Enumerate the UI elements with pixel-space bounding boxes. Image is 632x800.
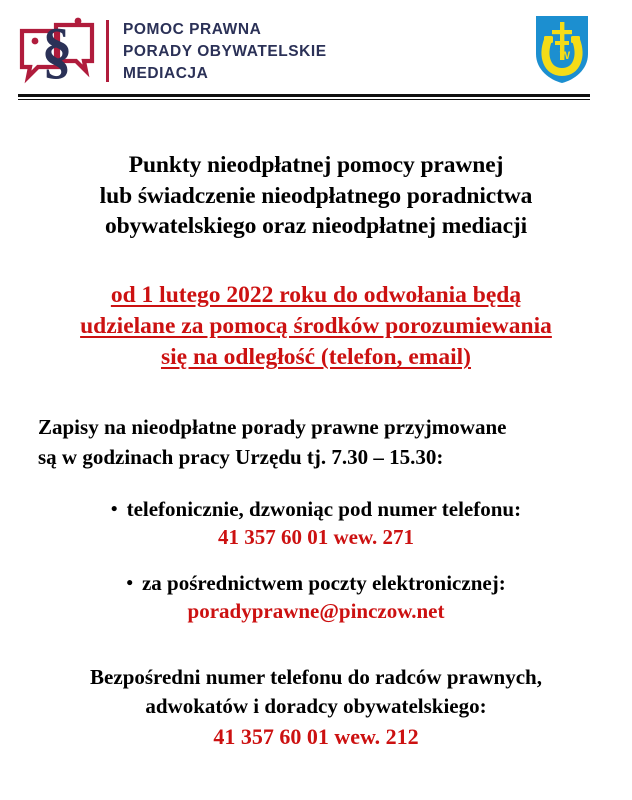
- pinczow-coat-of-arms-icon: [534, 14, 590, 84]
- contact-methods-list: [20, 495, 612, 627]
- direct-phone-section: [20, 663, 612, 752]
- bullet-dot-icon: •: [126, 572, 133, 594]
- direct-line-2: adwokatów i doradcy obywatelskiego:: [145, 693, 487, 718]
- notice-line-3: się na odległość (telefon, email): [160, 344, 471, 371]
- logo-divider: [106, 20, 109, 82]
- signup-instructions: [20, 413, 612, 473]
- contact-phone-label: telefonicznie, dzwoniąc pod numer telefonu:: [126, 497, 522, 522]
- logo-line-2: PORADY OBYWATELSKIE: [123, 43, 327, 60]
- contact-email-value[interactable]: poradyprawne@pinczow.net: [187, 599, 445, 624]
- contact-email-label: za pośrednictwem poczty elektronicznej:: [141, 570, 506, 595]
- header-divider-rule: [18, 94, 590, 101]
- program-logo: [18, 14, 327, 88]
- contact-email-label-line: [20, 569, 612, 597]
- direct-phone-value[interactable]: 41 357 60 01 wew. 212: [213, 723, 419, 749]
- title-line-2: lub świadczenie nieodpłatnego poradnictwa: [99, 182, 533, 209]
- remote-service-notice: [20, 280, 612, 374]
- rule-thin-bar: [18, 99, 590, 100]
- signup-line-2: są w godzinach pracy Urzędu tj. 7.30 – 15.30:: [38, 445, 444, 470]
- title-line-1: Punkty nieodpłatnej pomocy prawnej: [128, 152, 504, 178]
- page-content: [0, 150, 632, 752]
- list-item: [20, 569, 612, 627]
- contact-phone-label-line: [20, 495, 612, 523]
- contact-phone-value[interactable]: 41 357 60 01 wew. 271: [218, 525, 414, 550]
- svg-text:§: §: [41, 17, 73, 85]
- notice-line-1: od 1 lutego 2022 roku do odwołania będą: [110, 281, 522, 308]
- header-inner: [18, 14, 590, 88]
- svg-text:W: W: [559, 50, 571, 62]
- signup-line-1: Zapisy na nieodpłatne porady prawne przyjmowane: [38, 415, 507, 440]
- notice-line-2: udzielane za pomocą środków porozumiewania: [80, 312, 552, 339]
- list-item: [20, 495, 612, 553]
- logo-line-3: MEDIACJA: [123, 65, 209, 82]
- title-line-3: obywatelskiego oraz nieodpłatnej mediacji: [104, 213, 528, 240]
- program-logo-text: [123, 17, 327, 85]
- direct-line-1: Bezpośredni numer telefonu do radców prawnych,: [90, 664, 542, 689]
- bullet-dot-icon: •: [110, 499, 118, 521]
- page-title: [20, 150, 612, 242]
- page-header: [0, 0, 632, 112]
- speech-bubbles-paragraph-symbol-icon: [18, 15, 96, 87]
- logo-line-1: POMOC PRAWNA: [123, 21, 262, 38]
